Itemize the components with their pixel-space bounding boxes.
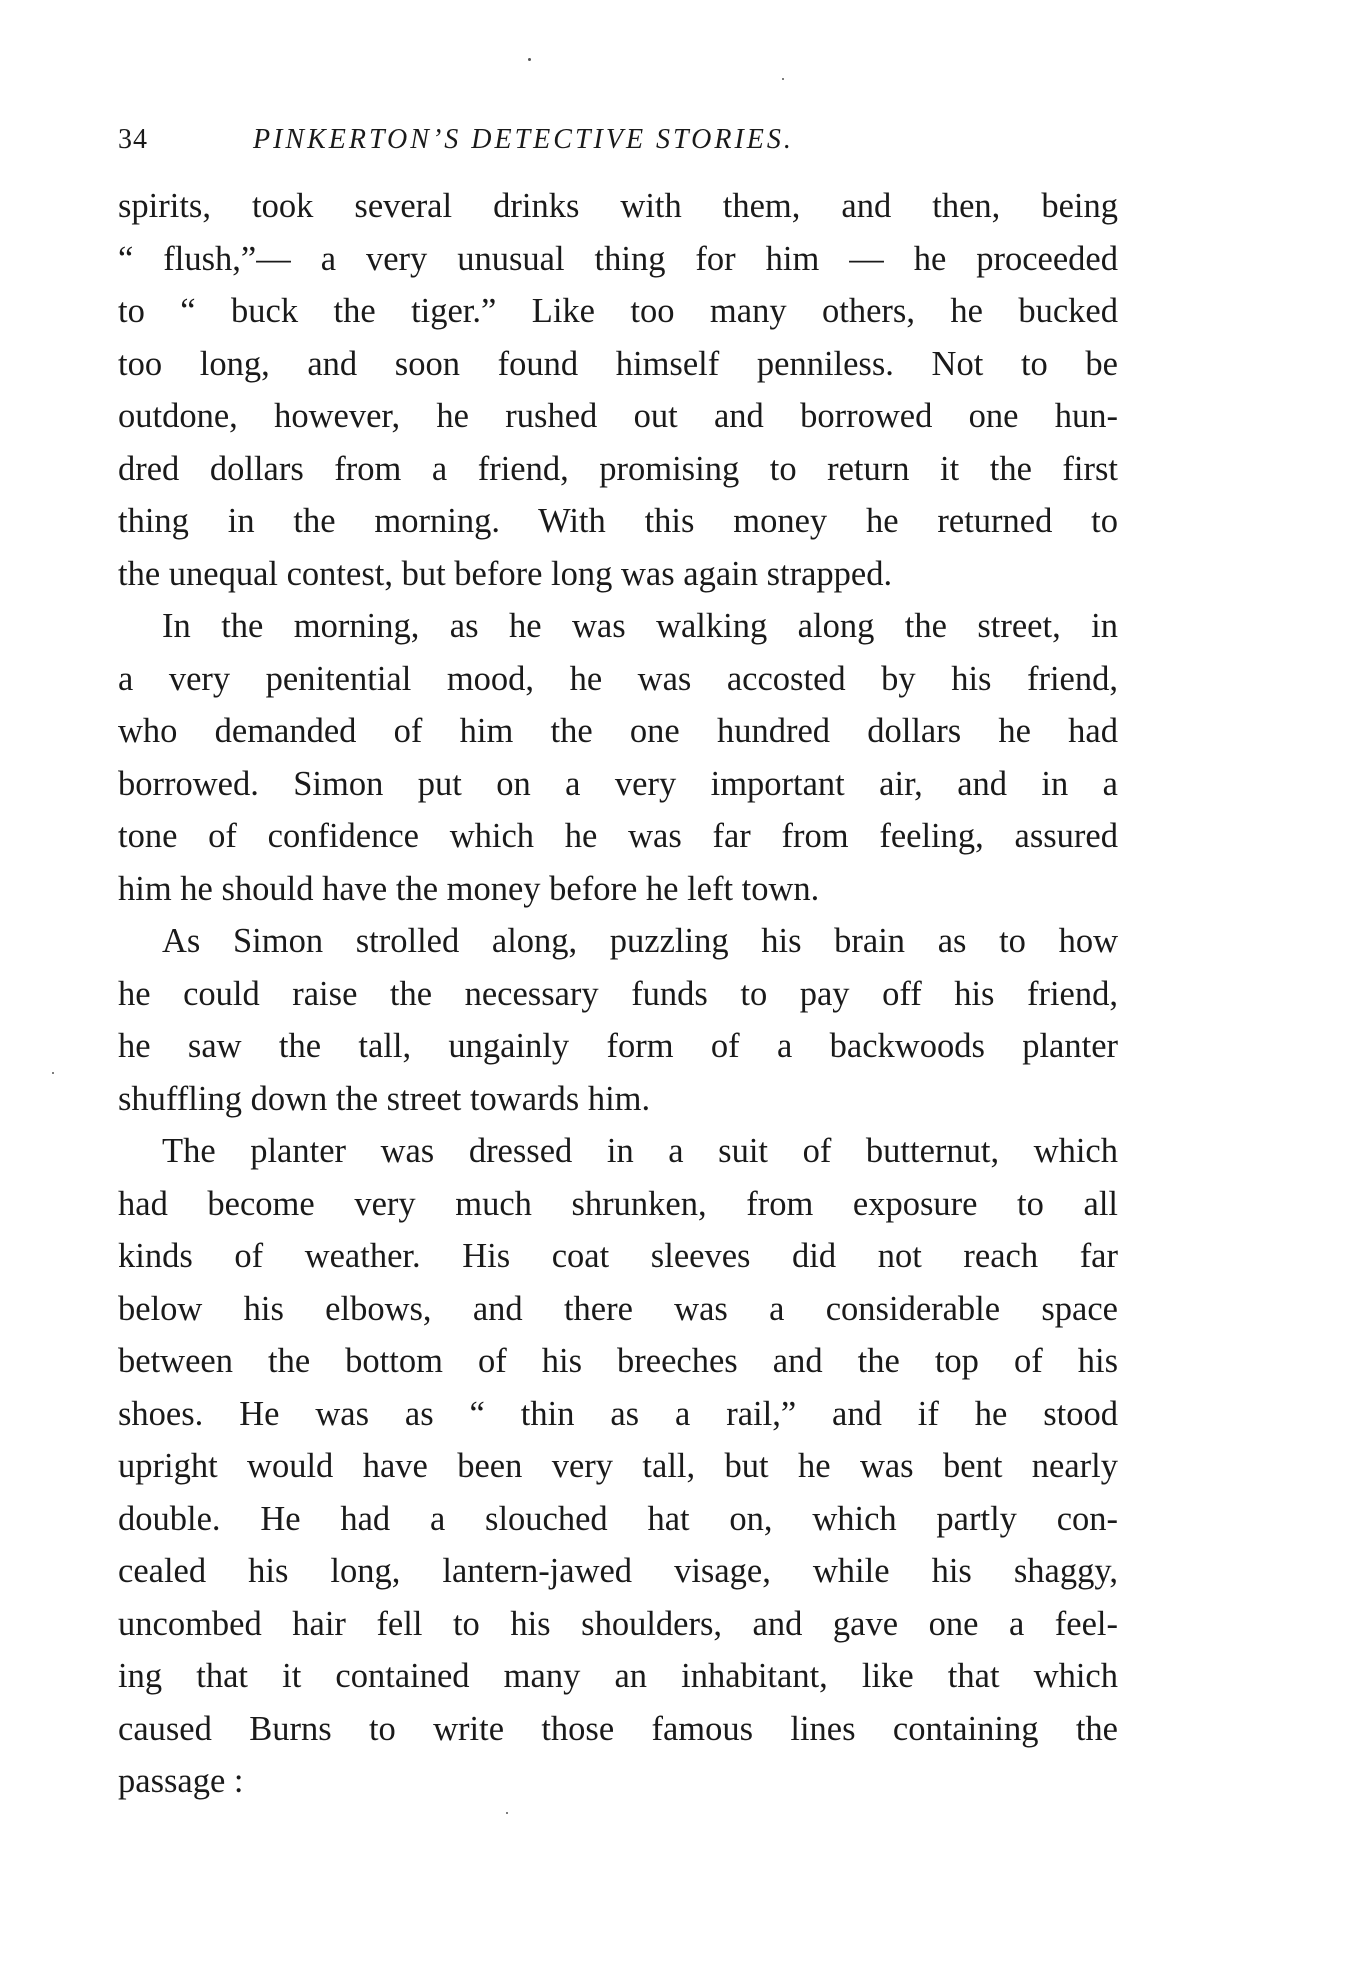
text-line: the unequal contest, but before long was again strapped. [118, 554, 893, 593]
paragraph [118, 600, 1118, 915]
running-head [118, 124, 1118, 172]
paragraph [118, 180, 1118, 600]
text-line: uncombed hair fell to his shoulders, and gave one a feel- [118, 1604, 1118, 1643]
text-line: “ flush,”— a very unusual thing for him — he proceeded [118, 239, 1118, 278]
text-line: borrowed. Simon put on a very important air, and in a [118, 764, 1118, 803]
text-line: had become very much shrunken, from exposure to all [118, 1184, 1118, 1223]
text-line: kinds of weather. His coat sleeves did not reach far [118, 1237, 1118, 1275]
scan-speck [506, 1812, 508, 1814]
scan-speck [528, 58, 531, 61]
body-text [118, 180, 1118, 1808]
text-line: to “ buck the tiger.” Like too many others, he bucked [118, 292, 1118, 330]
scan-speck [782, 78, 784, 80]
page-number: 34 [118, 124, 148, 155]
text-line: In the morning, as he was walking along the street, in [162, 607, 1118, 645]
text-line: between the bottom of his breeches and the top of his [118, 1342, 1118, 1380]
text-line: shoes. He was as “ thin as a rail,” and if he stood [118, 1394, 1118, 1433]
text-line: too long, and soon found himself penniless. Not to be [118, 344, 1118, 383]
text-line: outdone, however, he rushed out and borrowed one hun- [118, 397, 1118, 435]
text-line: he saw the tall, ungainly form of a backwoods planter [118, 1027, 1118, 1065]
text-line: he could raise the necessary funds to pay off his friend, [118, 974, 1118, 1013]
text-line: spirits, took several drinks with them, and then, being [118, 187, 1118, 225]
book-page [118, 124, 1118, 1808]
scan-speck [52, 1072, 54, 1074]
text-line: The planter was dressed in a suit of butternut, which [162, 1132, 1118, 1170]
text-line: double. He had a slouched hat on, which partly con- [118, 1499, 1118, 1538]
text-line: upright would have been very tall, but he was bent nearly [118, 1447, 1118, 1485]
paragraph [118, 915, 1118, 1125]
paragraph [118, 1125, 1118, 1808]
text-line: ing that it contained many an inhabitant, like that which [118, 1657, 1118, 1695]
text-line: thing in the morning. With this money he returned to [118, 502, 1118, 540]
text-line: dred dollars from a friend, promising to return it the first [118, 449, 1118, 488]
text-line: him he should have the money before he left town. [118, 869, 820, 908]
text-line: a very penitential mood, he was accosted by his friend, [118, 659, 1118, 698]
running-title: PINKERTON’S DETECTIVE STORIES. [253, 124, 794, 155]
text-line: passage : [118, 1762, 244, 1800]
text-line: shuffling down the street towards him. [118, 1079, 651, 1118]
text-line: As Simon strolled along, puzzling his brain as to how [162, 922, 1118, 960]
text-line: who demanded of him the one hundred dollars he had [118, 712, 1118, 750]
text-line: cealed his long, lantern-jawed visage, while his shaggy, [118, 1552, 1118, 1590]
text-line: tone of confidence which he was far from feeling, assured [118, 817, 1118, 855]
text-line: below his elbows, and there was a considerable space [118, 1289, 1118, 1328]
text-line: caused Burns to write those famous lines containing the [118, 1709, 1118, 1748]
